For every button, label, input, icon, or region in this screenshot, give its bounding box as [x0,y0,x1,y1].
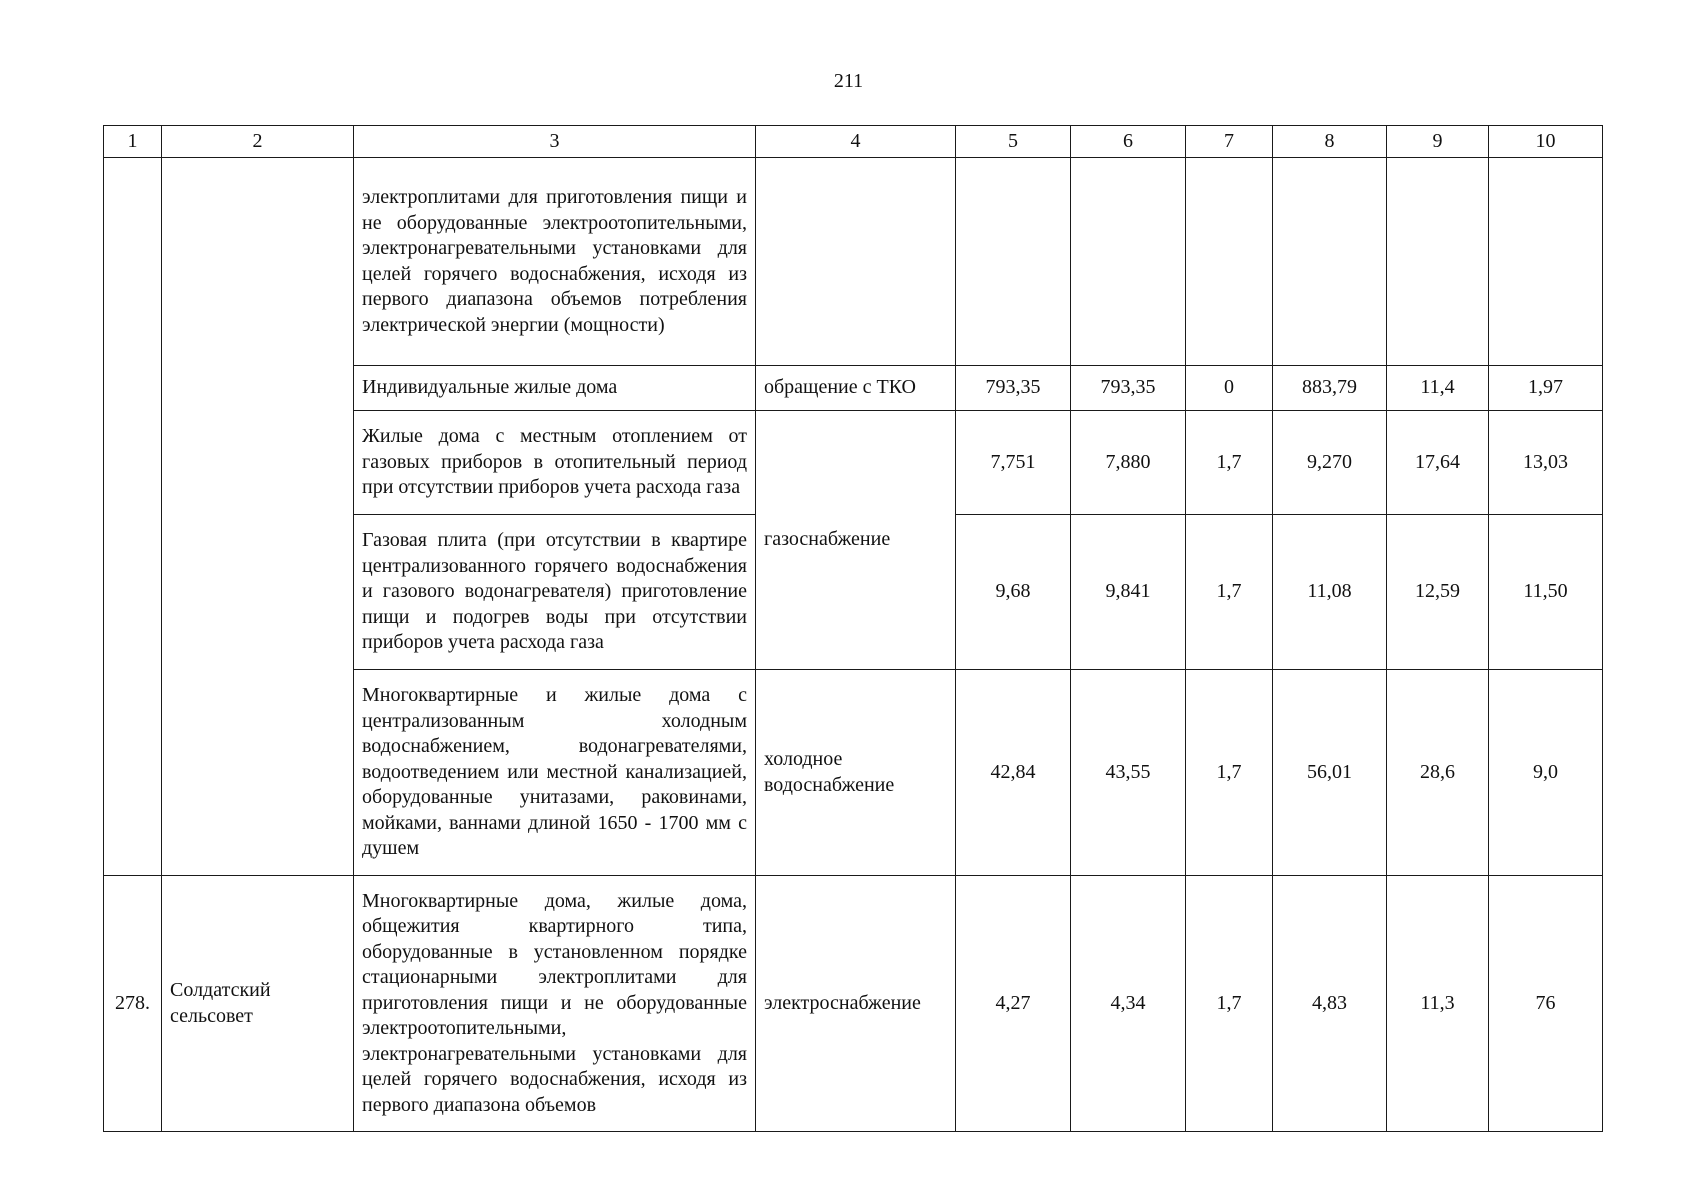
value-cell: 7,751 [956,411,1071,515]
header-cell: 8 [1273,126,1387,158]
value-cell: 1,7 [1186,876,1273,1132]
value-cell [1071,158,1186,366]
value-cell: 793,35 [1071,366,1186,411]
service-type-cell: электроснабжение [756,876,956,1132]
header-cell: 1 [104,126,162,158]
service-type-cell: холодное водоснабжение [756,670,956,876]
tariff-table [103,125,1603,1132]
table-row [104,876,1603,1132]
header-cell: 4 [756,126,956,158]
index-cell: 278. [104,876,162,1132]
value-cell: 43,55 [1071,670,1186,876]
header-cell: 9 [1387,126,1489,158]
value-cell: 17,64 [1387,411,1489,515]
value-cell: 793,35 [956,366,1071,411]
consumer-category-cell: Газовая плита (при отсутствии в квартире централизованного горячего водоснабжения и газового водонагревателя) приготовление пищи и подогрев воды при отсутствии приборов учета расхода газа [354,515,756,670]
value-cell: 1,97 [1489,366,1603,411]
value-cell: 4,83 [1273,876,1387,1132]
value-cell: 7,880 [1071,411,1186,515]
service-type-cell: обращение с ТКО [756,366,956,411]
value-cell: 1,7 [1186,515,1273,670]
value-cell: 11,50 [1489,515,1603,670]
value-cell: 12,59 [1387,515,1489,670]
value-cell: 11,3 [1387,876,1489,1132]
consumer-category-cell: Индивидуальные жилые дома [354,366,756,411]
service-type-cell [756,158,956,366]
header-cell: 7 [1186,126,1273,158]
header-cell: 10 [1489,126,1603,158]
value-cell [1186,158,1273,366]
consumer-category-cell: Многоквартирные и жилые дома с централизованным холодным водоснабжением, водонагревателями, водоотведением или местной канализацией, оборудованные унитазами, раковинами, мойками, ваннами длиной 1650 - 1700 мм с душем [354,670,756,876]
value-cell [1273,158,1387,366]
value-cell: 76 [1489,876,1603,1132]
value-cell: 9,68 [956,515,1071,670]
value-cell [1489,158,1603,366]
value-cell [1387,158,1489,366]
value-cell: 9,270 [1273,411,1387,515]
consumer-category-cell: Жилые дома с местным отоплением от газовых приборов в отопительный период при отсутствии приборов учета расхода газа [354,411,756,515]
index-cell [104,158,162,876]
table-row [104,158,1603,366]
value-cell [956,158,1071,366]
value-cell: 42,84 [956,670,1071,876]
header-cell: 5 [956,126,1071,158]
value-cell: 0 [1186,366,1273,411]
value-cell: 9,841 [1071,515,1186,670]
value-cell: 11,08 [1273,515,1387,670]
value-cell: 1,7 [1186,670,1273,876]
service-type-cell: газоснабжение [756,411,956,670]
header-cell: 6 [1071,126,1186,158]
value-cell: 9,0 [1489,670,1603,876]
header-cell: 2 [162,126,354,158]
value-cell: 4,34 [1071,876,1186,1132]
consumer-category-cell: электроплитами для приготовления пищи и не оборудованные электроотопительными, электронагревательными установками для целей горячего водоснабжения, исходя из первого диапазона объемов потребления электрической энергии (мощности) [354,158,756,366]
value-cell: 4,27 [956,876,1071,1132]
page-number: 211 [833,70,864,92]
settlement-cell [162,158,354,876]
settlement-cell: Солдатский сельсовет [162,876,354,1132]
header-row [104,126,1603,158]
value-cell: 28,6 [1387,670,1489,876]
consumer-category-cell: Многоквартирные дома, жилые дома, общежития квартирного типа, оборудованные в установленном порядке стационарными электроплитами для приготовления пищи и не оборудованные электроотопительными, электронагревательными установками для целей горячего водоснабжения, исходя из первого диапазона объемов [354,876,756,1132]
value-cell: 883,79 [1273,366,1387,411]
value-cell: 13,03 [1489,411,1603,515]
value-cell: 11,4 [1387,366,1489,411]
header-cell: 3 [354,126,756,158]
value-cell: 1,7 [1186,411,1273,515]
value-cell: 56,01 [1273,670,1387,876]
